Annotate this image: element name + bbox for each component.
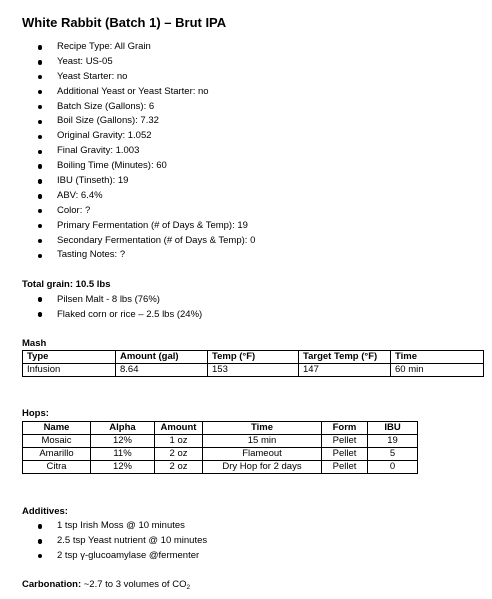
table-cell: 8.64 (116, 364, 208, 377)
table-cell: Amarillo (23, 448, 91, 461)
carbonation-subscript: 2 (186, 584, 191, 591)
detail-item: Additional Yeast or Yeast Starter: no (0, 85, 255, 100)
carbonation-value: ~2.7 to 3 volumes of CO (83, 579, 187, 590)
table-cell: 11% (91, 448, 155, 461)
detail-item: IBU (Tinseth): 19 (0, 174, 255, 189)
carbonation-label: Carbonation: (22, 579, 82, 590)
table-row (23, 435, 418, 448)
detail-item: Yeast: US-05 (0, 55, 255, 70)
table-cell: Infusion (23, 364, 116, 377)
total-grain-heading: Total grain: 10.5 lbs (22, 279, 111, 290)
grain-item: Pilsen Malt - 8 lbs (76%) (0, 292, 202, 307)
mash-header-target-temp: Target Temp (°F) (299, 351, 391, 364)
detail-item: Batch Size (Gallons): 6 (0, 100, 255, 115)
additive-item: 2 tsp γ-glucoamylase @fermenter (0, 549, 207, 564)
table-cell: 147 (299, 364, 391, 377)
grain-item: Flaked corn or rice – 2.5 lbs (24%) (0, 307, 202, 322)
detail-item: Recipe Type: All Grain (0, 40, 255, 55)
detail-item: Primary Fermentation (# of Days & Temp): 19 (0, 219, 255, 234)
mash-header-temp: Temp (°F) (208, 351, 299, 364)
carbonation-line (22, 579, 190, 590)
table-row (23, 461, 418, 474)
table-cell: 2 oz (155, 461, 203, 474)
mash-header-amount: Amount (gal) (116, 351, 208, 364)
additive-item: 1 tsp Irish Moss @ 10 minutes (0, 519, 207, 534)
mash-header-type: Type (23, 351, 116, 364)
hops-header-form: Form (322, 422, 368, 435)
table-cell: Pellet (322, 448, 368, 461)
table-cell: Mosaic (23, 435, 91, 448)
table-cell: 12% (91, 461, 155, 474)
detail-item: Tasting Notes: ? (0, 248, 255, 263)
recipe-details-list (0, 40, 255, 263)
hops-header-alpha: Alpha (91, 422, 155, 435)
page-title: White Rabbit (Batch 1) – Brut IPA (22, 15, 227, 30)
detail-item: Secondary Fermentation (# of Days & Temp): 0 (0, 234, 255, 249)
table-cell: 1 oz (155, 435, 203, 448)
table-cell: 15 min (203, 435, 322, 448)
table-row (23, 448, 418, 461)
additives-heading: Additives: (22, 506, 68, 517)
additive-item: 2.5 tsp Yeast nutrient @ 10 minutes (0, 534, 207, 549)
table-cell: Flameout (203, 448, 322, 461)
hops-header-row (23, 422, 418, 435)
additives-list (0, 519, 207, 564)
table-row (23, 364, 484, 377)
mash-header-time: Time (391, 351, 484, 364)
table-cell: Pellet (322, 435, 368, 448)
grain-list (0, 292, 202, 322)
hops-header-ibu: IBU (368, 422, 418, 435)
table-cell: 153 (208, 364, 299, 377)
table-cell: Pellet (322, 461, 368, 474)
detail-item: Boiling Time (Minutes): 60 (0, 159, 255, 174)
hops-header-name: Name (23, 422, 91, 435)
detail-item: Final Gravity: 1.003 (0, 144, 255, 159)
detail-item: Yeast Starter: no (0, 70, 255, 85)
detail-item: Original Gravity: 1.052 (0, 129, 255, 144)
detail-item: Color: ? (0, 204, 255, 219)
table-cell: 0 (368, 461, 418, 474)
mash-heading: Mash (22, 338, 47, 349)
table-cell: 12% (91, 435, 155, 448)
hops-header-time: Time (203, 422, 322, 435)
hops-table (22, 421, 418, 474)
table-cell: 60 min (391, 364, 484, 377)
detail-item: Boil Size (Gallons): 7.32 (0, 114, 255, 129)
detail-item: ABV: 6.4% (0, 189, 255, 204)
mash-table (22, 350, 484, 377)
table-cell: Citra (23, 461, 91, 474)
mash-header-row (23, 351, 484, 364)
hops-header-amount: Amount (155, 422, 203, 435)
hops-heading: Hops: (22, 408, 49, 419)
table-cell: Dry Hop for 2 days (203, 461, 322, 474)
table-cell: 5 (368, 448, 418, 461)
table-cell: 19 (368, 435, 418, 448)
table-cell: 2 oz (155, 448, 203, 461)
